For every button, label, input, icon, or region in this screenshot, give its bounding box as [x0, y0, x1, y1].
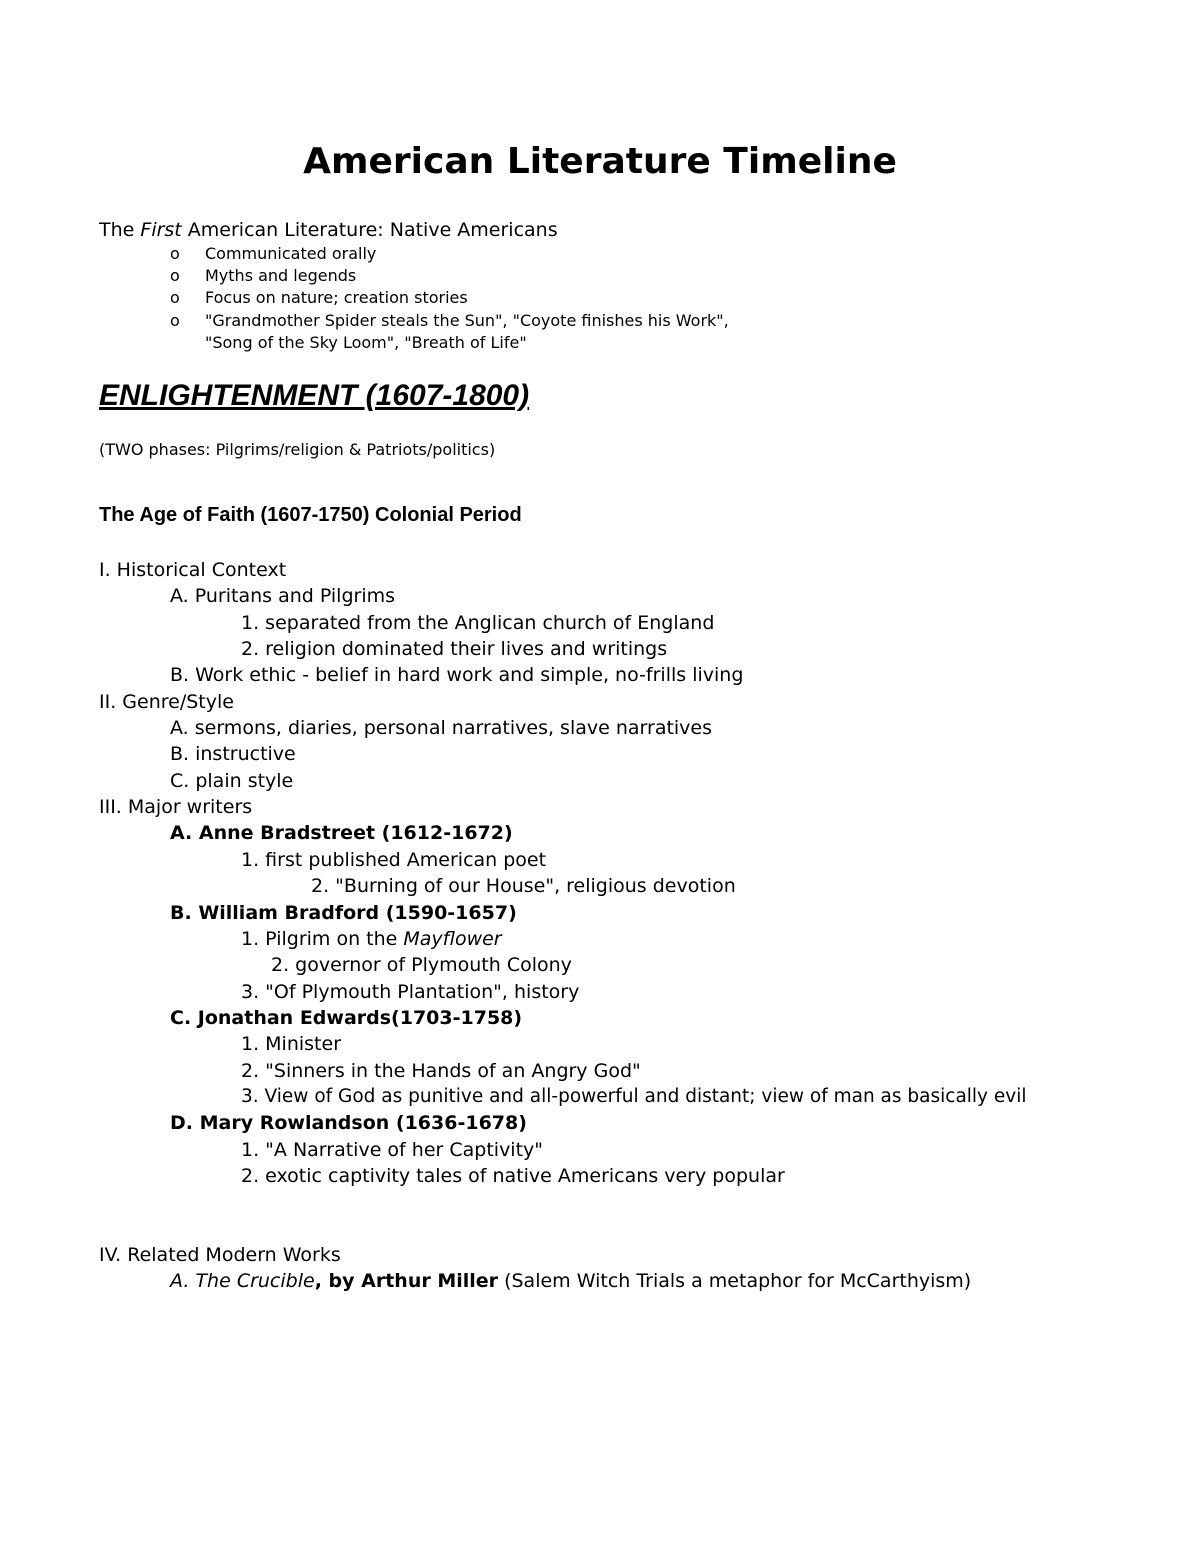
related-work-author: , by Arthur Miller [314, 1270, 499, 1292]
outline-item: B. Work ethic - belief in hard work and simple, no-frills living [170, 664, 744, 686]
related-prefix: A. [170, 1270, 196, 1292]
heading-prefix: The [99, 219, 141, 241]
related-works-heading: IV. Related Modern Works [99, 1244, 341, 1266]
bullet-item: "Grandmother Spider steals the Sun", "Coyote finishes his Work", [205, 311, 729, 330]
document-title: American Literature Timeline [303, 141, 897, 182]
outline-text: 1. Pilgrim on the [241, 928, 404, 950]
outline-item: 2. "Sinners in the Hands of an Angry God" [241, 1060, 641, 1082]
bullet-marker: o [170, 266, 180, 285]
outline-item: A. Puritans and Pilgrims [170, 585, 396, 607]
writer-heading: C. Jonathan Edwards(1703-1758) [170, 1007, 523, 1029]
related-work-item [170, 1270, 971, 1292]
bullet-item-continuation: "Song of the Sky Loom", "Breath of Life" [205, 333, 527, 352]
outline-item: B. instructive [170, 743, 296, 765]
heading-suffix: American Literature: Native Americans [181, 219, 558, 241]
outline-item: C. plain style [170, 770, 294, 792]
outline-item: III. Major writers [99, 796, 253, 818]
outline-item: A. sermons, diaries, personal narratives, slave narratives [170, 717, 713, 739]
enlightenment-heading: ENLIGHTENMENT (1607-1800) [99, 379, 530, 412]
outline-item: 1. Minister [241, 1033, 342, 1055]
outline-item: 1. separated from the Anglican church of England [241, 612, 715, 634]
outline-item: 2. exotic captivity tales of native Americans very popular [241, 1165, 785, 1187]
outline-item: 1. first published American poet [241, 849, 547, 871]
bullet-marker: o [170, 311, 180, 330]
outline-text-emphasis: Mayflower [403, 928, 502, 950]
outline-item: 1. "A Narrative of her Captivity" [241, 1139, 544, 1161]
related-work-note: (Salem Witch Trials a metaphor for McCarthyism) [498, 1270, 972, 1292]
bullet-marker: o [170, 288, 180, 307]
native-americans-heading [99, 219, 558, 241]
outline-item: 2. governor of Plymouth Colony [271, 954, 572, 976]
bullet-item: Focus on nature; creation stories [205, 288, 468, 307]
writer-heading: B. William Bradford (1590-1657) [170, 902, 517, 924]
writer-heading: A. Anne Bradstreet (1612-1672) [170, 822, 513, 844]
outline-item [241, 928, 502, 950]
heading-emphasis: First [140, 219, 182, 241]
writer-heading: D. Mary Rowlandson (1636-1678) [170, 1112, 527, 1134]
phases-note: (TWO phases: Pilgrims/religion & Patriots/politics) [99, 440, 496, 459]
outline-item: 3. View of God as punitive and all-powerful and distant; view of man as basically evil [241, 1086, 1027, 1107]
bullet-item: Myths and legends [205, 266, 357, 285]
outline-item: 3. "Of Plymouth Plantation", history [241, 981, 580, 1003]
bullet-item: Communicated orally [205, 244, 377, 263]
bullet-marker: o [170, 244, 180, 263]
age-of-faith-heading: The Age of Faith (1607-1750) Colonial Period [99, 504, 522, 526]
related-work-title: The Crucible [195, 1270, 315, 1292]
outline-item: 2. religion dominated their lives and writings [241, 638, 668, 660]
outline-item: I. Historical Context [99, 559, 287, 581]
outline-item: 2. "Burning of our House", religious devotion [311, 875, 736, 897]
outline-item: II. Genre/Style [99, 691, 234, 713]
